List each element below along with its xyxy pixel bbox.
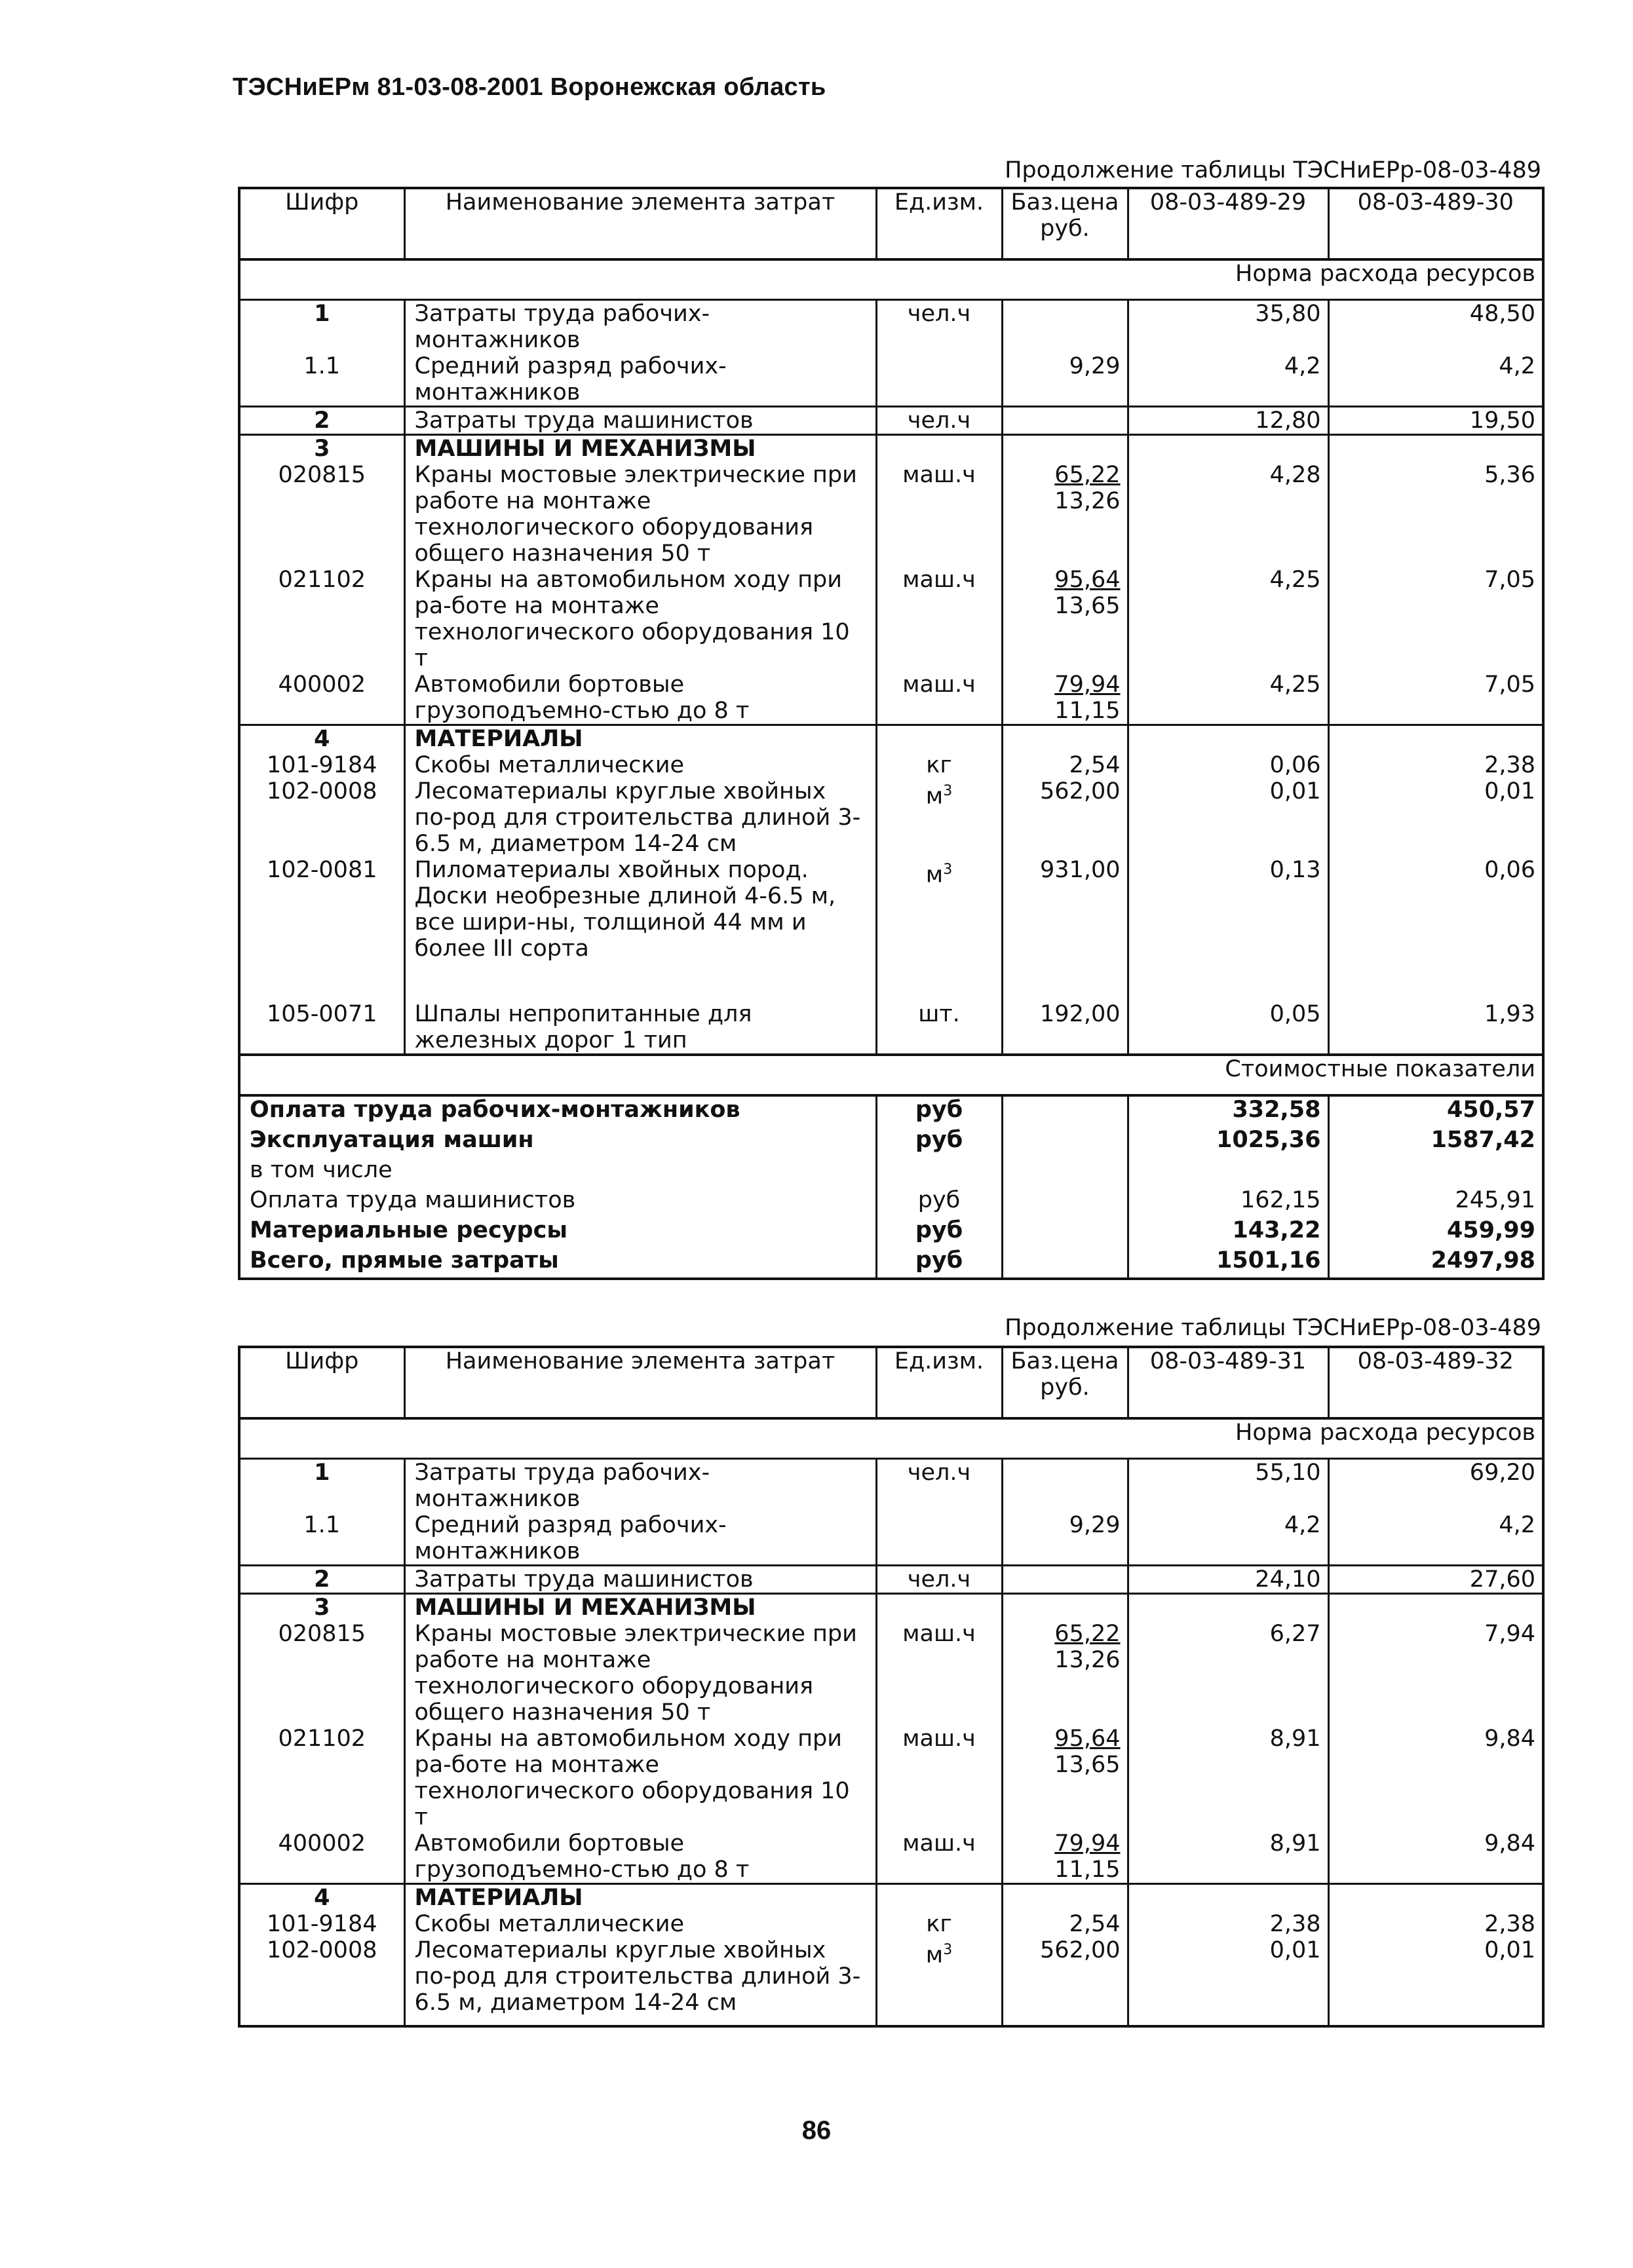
row-value-2: 19,50 xyxy=(1328,407,1543,435)
row-value-2: 2,38 xyxy=(1328,1911,1543,1937)
column-header-name: Наименование элемента затрат xyxy=(404,188,876,259)
row-value-1: 4,2 xyxy=(1128,1512,1328,1566)
totals-base-price xyxy=(1002,1127,1128,1157)
row-unit: $м^3$ xyxy=(876,778,1002,857)
totals-label: Эксплуатация машин xyxy=(250,1127,534,1153)
totals-unit: руб xyxy=(876,1127,1002,1157)
row-unit xyxy=(876,435,1002,463)
row-base-price: 2,54 xyxy=(1002,752,1128,778)
table-row xyxy=(239,462,1543,567)
row-value-2 xyxy=(1328,725,1543,753)
row-value-1: 4,28 xyxy=(1128,462,1328,567)
row-name: Краны мостовые электрические при работе на монтаже технологического оборудования общего назначения 50 т xyxy=(404,462,876,567)
row-name: Затраты труда рабочих-монтажников xyxy=(404,1459,876,1513)
row-base-price: 562,00 xyxy=(1002,1937,1128,2026)
row-name: МАТЕРИАЛЫ xyxy=(404,725,876,753)
row-base-price: 192,00 xyxy=(1002,962,1128,1055)
table-row xyxy=(239,671,1543,725)
row-code: 400002 xyxy=(278,671,366,698)
row-unit: кг xyxy=(876,1911,1002,1937)
row-value-1: 2,38 xyxy=(1128,1911,1328,1937)
row-code: 400002 xyxy=(278,1830,366,1857)
row-value-2 xyxy=(1328,1594,1543,1621)
table-row xyxy=(239,857,1543,962)
row-unit xyxy=(876,1884,1002,1912)
row-name: Лесоматериалы круглые хвойных по-род для строительства длиной 3-6.5 м, диаметром 14-24 см xyxy=(404,778,876,857)
row-code: 1.1 xyxy=(303,353,341,379)
row-code: 020815 xyxy=(278,1621,366,1647)
row-value-1: 8,91 xyxy=(1128,1830,1328,1884)
row-base-price xyxy=(1002,1726,1128,1830)
row-value-2: 0,06 xyxy=(1328,857,1543,962)
row-unit xyxy=(876,1512,1002,1566)
row-unit xyxy=(876,353,1002,407)
totals-value-1: 162,15 xyxy=(1128,1187,1328,1217)
row-base-price-main: 95,64 xyxy=(1054,1726,1121,1752)
column-header-base-price: Баз.цена руб. xyxy=(1002,188,1128,259)
row-value-1: 0,05 xyxy=(1128,962,1328,1055)
totals-unit: руб xyxy=(876,1247,1002,1279)
row-base-price: 9,29 xyxy=(1002,1512,1128,1566)
row-base-price-machinist: 13,65 xyxy=(1054,1752,1121,1778)
totals-section xyxy=(239,1055,1543,1095)
row-unit: кг xyxy=(876,752,1002,778)
totals-unit: руб xyxy=(876,1217,1002,1247)
row-name: Автомобили бортовые грузоподъемно-стью до 8 т xyxy=(404,671,876,725)
table-caption: Продолжение таблицы ТЭСНиЕРр-08-03-489 xyxy=(1005,157,1541,183)
row-base-price xyxy=(1002,1594,1128,1621)
resource-table-2 xyxy=(238,1346,1545,2028)
totals-value-1: 143,22 xyxy=(1128,1217,1328,1247)
unit-superscript: 3 xyxy=(943,1942,953,1958)
resource-table-1 xyxy=(238,187,1545,1280)
row-code: 102-0008 xyxy=(266,1937,377,1963)
table-row xyxy=(239,962,1543,1055)
row-base-price-machinist: 11,15 xyxy=(1054,698,1121,724)
row-name: Скобы металлические xyxy=(404,752,876,778)
table-row xyxy=(239,725,1543,753)
totals-base-price xyxy=(1002,1187,1128,1217)
row-value-2: 27,60 xyxy=(1328,1566,1543,1594)
row-code: 1 xyxy=(239,1459,404,1513)
totals-label: Оплата труда машинистов xyxy=(250,1187,576,1213)
section-heading-costs: Стоимостные показатели xyxy=(239,1055,1543,1095)
row-value-1: 0,06 xyxy=(1128,752,1328,778)
row-code: 1 xyxy=(239,300,404,354)
row-code: 102-0008 xyxy=(266,778,377,804)
row-code: 021102 xyxy=(278,567,366,593)
table-row xyxy=(239,1621,1543,1726)
row-code: 020815 xyxy=(278,462,366,488)
table-row xyxy=(239,1594,1543,1621)
row-value-1: 4,2 xyxy=(1128,353,1328,407)
unit-superscript: 3 xyxy=(943,861,953,878)
table-row xyxy=(239,1911,1543,1937)
totals-label: Материальные ресурсы xyxy=(250,1217,567,1243)
row-base-price-machinist: 11,15 xyxy=(1054,1857,1121,1883)
row-value-2: 4,2 xyxy=(1328,1512,1543,1566)
row-value-1: 0,01 xyxy=(1128,778,1328,857)
row-value-2: 5,36 xyxy=(1328,462,1543,567)
row-unit: чел.ч xyxy=(876,1566,1002,1594)
totals-unit: руб xyxy=(876,1095,1002,1127)
row-value-1: 55,10 xyxy=(1128,1459,1328,1513)
row-value-1 xyxy=(1128,725,1328,753)
totals-value-1: 1025,36 xyxy=(1128,1127,1328,1157)
row-value-2 xyxy=(1328,1884,1543,1912)
row-base-price-main: 79,94 xyxy=(1054,1830,1121,1857)
table-row xyxy=(239,1830,1543,1884)
row-value-2: 69,20 xyxy=(1328,1459,1543,1513)
totals-row xyxy=(239,1127,1543,1157)
row-base-price xyxy=(1002,567,1128,671)
row-value-2 xyxy=(1328,435,1543,463)
row-unit: маш.ч xyxy=(876,567,1002,671)
row-unit xyxy=(876,1594,1002,1621)
table-row xyxy=(239,353,1543,407)
row-value-1: 0,13 xyxy=(1128,857,1328,962)
table-row xyxy=(239,1726,1543,1830)
row-value-1: 4,25 xyxy=(1128,671,1328,725)
row-value-2: 0,01 xyxy=(1328,778,1543,857)
row-base-price xyxy=(1002,1459,1128,1513)
row-unit: чел.ч xyxy=(876,300,1002,354)
totals-row xyxy=(239,1157,1543,1187)
totals-base-price xyxy=(1002,1095,1128,1127)
row-unit: маш.ч xyxy=(876,1621,1002,1726)
row-name: Лесоматериалы круглые хвойных по-род для строительства длиной 3-6.5 м, диаметром 14-24 см xyxy=(404,1937,876,2026)
row-name: Средний разряд рабочих-монтажников xyxy=(404,1512,876,1566)
row-base-price-main: 65,22 xyxy=(1054,462,1121,488)
column-header-rate-31: 08-03-489-31 xyxy=(1128,1347,1328,1418)
row-base-price xyxy=(1002,1884,1128,1912)
row-base-price: 2,54 xyxy=(1002,1911,1128,1937)
section-heading-norms: Норма расхода ресурсов xyxy=(239,259,1543,300)
row-unit: маш.ч xyxy=(876,1830,1002,1884)
row-name: Затраты труда машинистов xyxy=(404,1566,876,1594)
row-code: 101-9184 xyxy=(266,1911,377,1937)
totals-row xyxy=(239,1217,1543,1247)
row-base-price: 9,29 xyxy=(1002,353,1128,407)
row-code: 1.1 xyxy=(303,1512,341,1538)
totals-value-1: 1501,16 xyxy=(1128,1247,1328,1279)
row-code: 4 xyxy=(239,725,404,753)
table-caption: Продолжение таблицы ТЭСНиЕРр-08-03-489 xyxy=(1005,1315,1541,1341)
row-value-1: 4,25 xyxy=(1128,567,1328,671)
table-row xyxy=(239,1884,1543,1912)
table-body xyxy=(239,259,1543,1055)
totals-value-1: 332,58 xyxy=(1128,1095,1328,1127)
row-value-2: 7,05 xyxy=(1328,567,1543,671)
totals-unit: руб xyxy=(876,1187,1002,1217)
row-name: Краны на автомобильном ходу при ра-боте на монтаже технологического оборудования 10 т xyxy=(404,1726,876,1830)
row-base-price-machinist: 13,65 xyxy=(1054,593,1121,619)
row-value-1: 12,80 xyxy=(1128,407,1328,435)
row-name: Шпалы непропитанные для железных дорог 1 тип xyxy=(404,962,876,1055)
column-header-rate-32: 08-03-489-32 xyxy=(1328,1347,1543,1418)
table-row xyxy=(239,1566,1543,1594)
row-base-price xyxy=(1002,1621,1128,1726)
row-value-2: 7,94 xyxy=(1328,1621,1543,1726)
row-name: МАТЕРИАЛЫ xyxy=(404,1884,876,1912)
column-header-unit: Ед.изм. xyxy=(876,188,1002,259)
row-unit: маш.ч xyxy=(876,462,1002,567)
row-code: 3 xyxy=(239,1594,404,1621)
row-base-price-main: 95,64 xyxy=(1054,567,1121,593)
totals-value-2: 459,99 xyxy=(1328,1217,1543,1247)
row-base-price xyxy=(1002,1830,1128,1884)
row-code: 4 xyxy=(239,1884,404,1912)
totals-label: в том числе xyxy=(250,1157,393,1183)
row-name: Затраты труда рабочих-монтажников xyxy=(404,300,876,354)
row-unit: маш.ч xyxy=(876,1726,1002,1830)
row-base-price xyxy=(1002,407,1128,435)
totals-label: Оплата труда рабочих-монтажников xyxy=(239,1095,876,1127)
section-heading-norms: Норма расхода ресурсов xyxy=(239,1418,1543,1459)
row-base-price xyxy=(1002,725,1128,753)
row-name: МАШИНЫ И МЕХАНИЗМЫ xyxy=(404,1594,876,1621)
totals-value-2: 450,57 xyxy=(1328,1095,1543,1127)
row-base-price xyxy=(1002,435,1128,463)
row-value-2: 0,01 xyxy=(1328,1937,1543,2026)
row-unit: $м^3$ xyxy=(876,857,1002,962)
row-value-2: 9,84 xyxy=(1328,1726,1543,1830)
row-value-2: 7,05 xyxy=(1328,671,1543,725)
table-row xyxy=(239,407,1543,435)
row-value-2: 4,2 xyxy=(1328,353,1543,407)
row-value-1: 6,27 xyxy=(1128,1621,1328,1726)
totals-label: Всего, прямые затраты xyxy=(250,1247,559,1274)
row-name: Краны мостовые электрические при работе на монтаже технологического оборудования общего назначения 50 т xyxy=(404,1621,876,1726)
row-code: 105-0071 xyxy=(266,1001,377,1027)
page-number: 86 xyxy=(801,2116,832,2145)
row-unit xyxy=(876,725,1002,753)
row-code: 021102 xyxy=(278,1726,366,1752)
row-base-price-machinist: 13,26 xyxy=(1054,488,1121,514)
totals-base-price xyxy=(1002,1157,1128,1187)
row-value-1 xyxy=(1128,1594,1328,1621)
row-value-2: 2,38 xyxy=(1328,752,1543,778)
totals-body xyxy=(239,1095,1543,1279)
column-header-code: Шифр xyxy=(285,189,359,216)
column-header-base-price: Баз.цена руб. xyxy=(1002,1347,1128,1418)
row-unit: шт. xyxy=(876,962,1002,1055)
row-value-1: 8,91 xyxy=(1128,1726,1328,1830)
document-header: ТЭСНиЕРм 81-03-08-2001 Воронежская область xyxy=(233,73,826,101)
column-header-code: Шифр xyxy=(285,1348,359,1374)
row-base-price xyxy=(1002,1566,1128,1594)
row-value-2: 9,84 xyxy=(1328,1830,1543,1884)
totals-value-1 xyxy=(1128,1157,1328,1187)
row-name: Краны на автомобильном ходу при ра-боте на монтаже технологического оборудования 10 т xyxy=(404,567,876,671)
row-base-price xyxy=(1002,671,1128,725)
table-row xyxy=(239,567,1543,671)
row-base-price xyxy=(1002,462,1128,567)
row-unit: маш.ч xyxy=(876,671,1002,725)
row-name: Автомобили бортовые грузоподъемно-стью до 8 т xyxy=(404,1830,876,1884)
totals-value-2 xyxy=(1328,1157,1543,1187)
row-name: Скобы металлические xyxy=(404,1911,876,1937)
totals-row xyxy=(239,1247,1543,1279)
totals-value-2: 2497,98 xyxy=(1328,1247,1543,1279)
table-row xyxy=(239,300,1543,354)
table-row xyxy=(239,1512,1543,1566)
row-value-1: 0,01 xyxy=(1128,1937,1328,2026)
row-unit: чел.ч xyxy=(876,407,1002,435)
row-value-1: 24,10 xyxy=(1128,1566,1328,1594)
row-base-price-main: 65,22 xyxy=(1054,1621,1121,1647)
table-row xyxy=(239,1459,1543,1513)
row-base-price: 931,00 xyxy=(1002,857,1128,962)
row-name: Средний разряд рабочих-монтажников xyxy=(404,353,876,407)
table-row xyxy=(239,778,1543,857)
row-code: 2 xyxy=(239,407,404,435)
totals-row xyxy=(239,1095,1543,1127)
row-value-2: 1,93 xyxy=(1328,962,1543,1055)
column-header-rate-29: 08-03-489-29 xyxy=(1128,188,1328,259)
totals-base-price xyxy=(1002,1217,1128,1247)
table-row xyxy=(239,435,1543,463)
totals-row xyxy=(239,1187,1543,1217)
row-base-price: 562,00 xyxy=(1002,778,1128,857)
row-value-1 xyxy=(1128,435,1328,463)
column-header-rate-30: 08-03-489-30 xyxy=(1328,188,1543,259)
row-code: 3 xyxy=(239,435,404,463)
row-base-price xyxy=(1002,300,1128,354)
table-body xyxy=(239,1418,1543,2026)
row-name: Затраты труда машинистов xyxy=(404,407,876,435)
unit-superscript: 3 xyxy=(943,783,953,799)
row-value-2: 48,50 xyxy=(1328,300,1543,354)
row-name: Пиломатериалы хвойных пород. Доски необрезные длиной 4-6.5 м, все шири-ны, толщиной 44 мм и более III сорта xyxy=(404,857,876,962)
row-code: 2 xyxy=(239,1566,404,1594)
totals-value-2: 245,91 xyxy=(1328,1187,1543,1217)
row-base-price-machinist: 13,26 xyxy=(1054,1647,1121,1673)
totals-unit xyxy=(876,1157,1002,1187)
row-value-1 xyxy=(1128,1884,1328,1912)
row-name: МАШИНЫ И МЕХАНИЗМЫ xyxy=(404,435,876,463)
row-unit: $м^3$ xyxy=(876,1937,1002,2026)
table-row xyxy=(239,1937,1543,2026)
totals-value-2: 1587,42 xyxy=(1328,1127,1543,1157)
column-header-name: Наименование элемента затрат xyxy=(404,1347,876,1418)
totals-base-price xyxy=(1002,1247,1128,1279)
row-unit: чел.ч xyxy=(876,1459,1002,1513)
row-code: 101-9184 xyxy=(266,752,377,778)
row-code: 102-0081 xyxy=(266,857,377,883)
row-value-1: 35,80 xyxy=(1128,300,1328,354)
table-row xyxy=(239,752,1543,778)
row-base-price-main: 79,94 xyxy=(1054,671,1121,698)
column-header-unit: Ед.изм. xyxy=(876,1347,1002,1418)
